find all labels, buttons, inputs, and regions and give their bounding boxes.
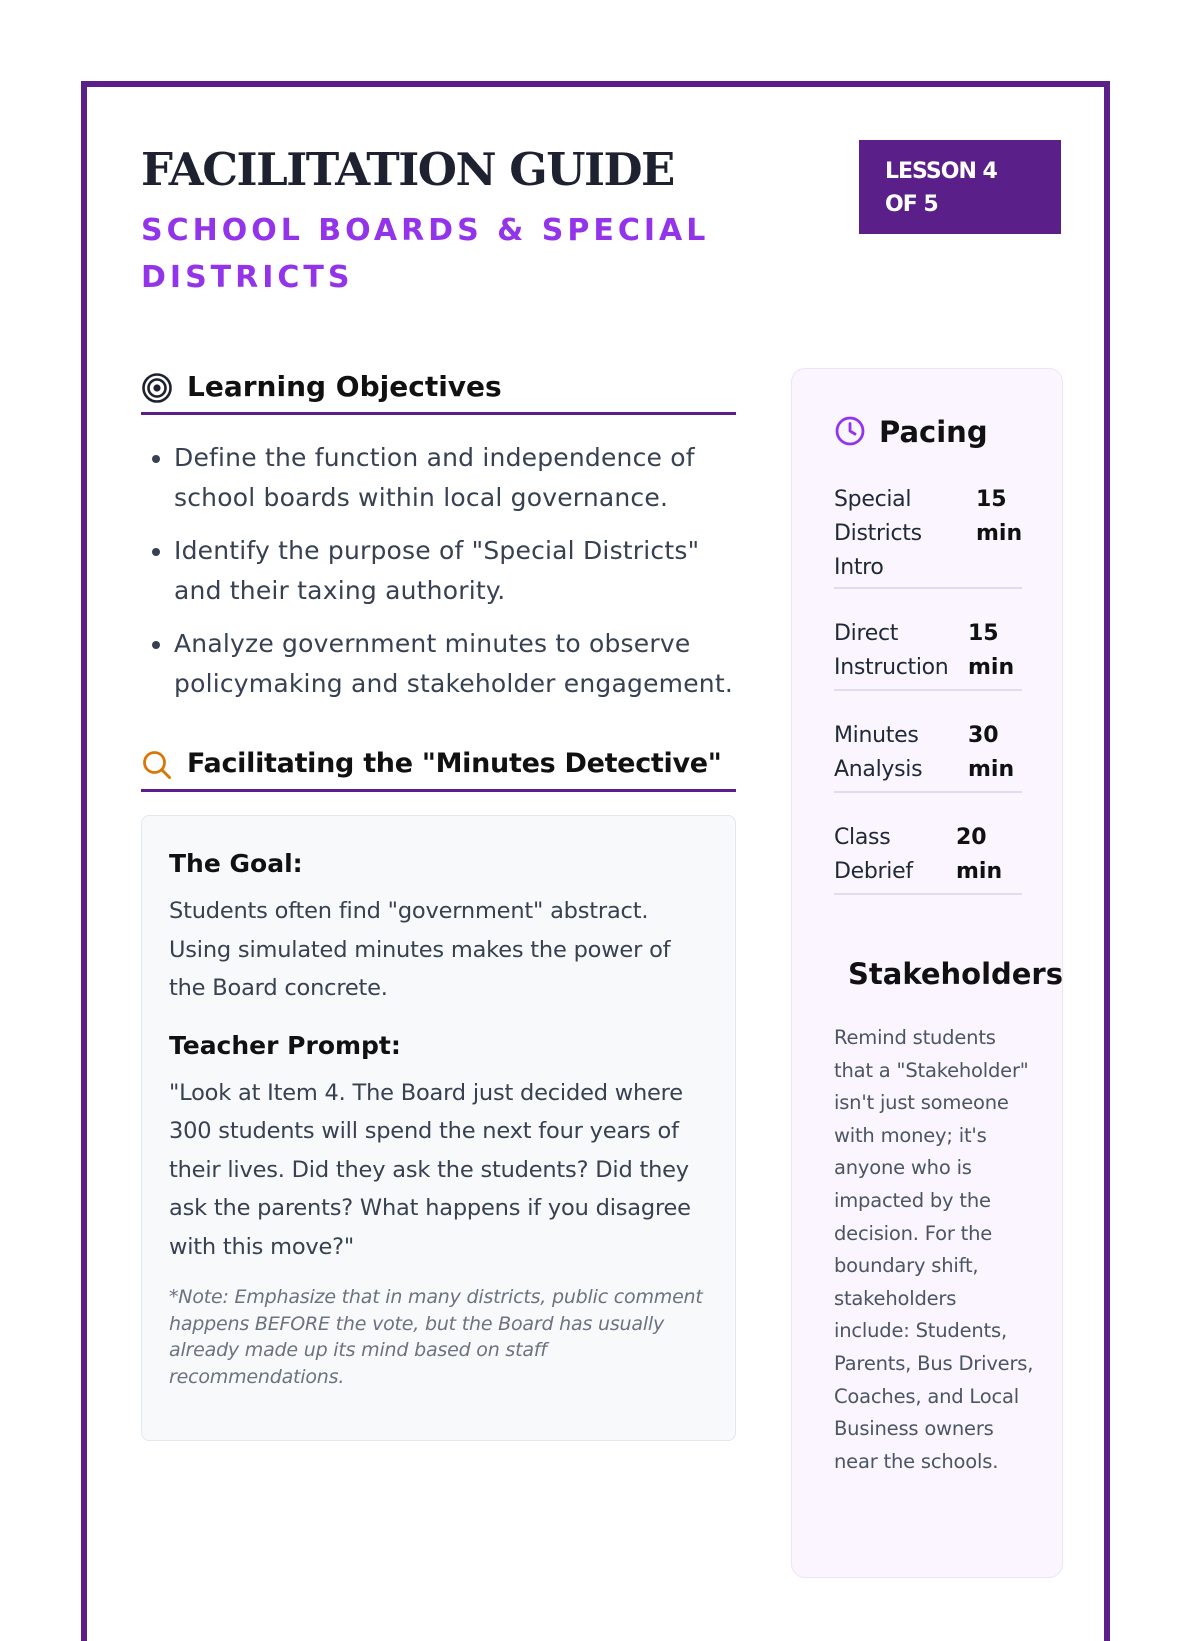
search-icon xyxy=(141,749,173,781)
pacing-activity: Special Districts Intro xyxy=(834,487,922,580)
pacing-row xyxy=(834,719,1022,793)
pacing-duration: 15 min xyxy=(968,621,1015,680)
pacing-activity: Minutes Analysis xyxy=(834,723,923,782)
sidebar xyxy=(791,368,1063,1578)
objectives-header xyxy=(141,365,736,415)
goal-heading: The Goal: xyxy=(169,849,303,878)
clock-icon xyxy=(834,415,866,447)
stakeholders-text: Remind students that a "Stakeholder" isn't just someone with money; it's anyone who is impacted by the decision. For the boundary shift, stakeholders include: Students, Parents, Bus Drivers, Coaches, and Local Business owners near the schools. xyxy=(834,1026,1034,1473)
pacing-activity: Class Debrief xyxy=(834,825,913,884)
goal-text: Students often find "government" abstract. Using simulated minutes makes the power of the Board concrete. xyxy=(169,898,671,1001)
minutes-header xyxy=(141,742,736,792)
pacing-row xyxy=(834,617,1022,691)
lesson-badge: LESSON 4 OF 5 xyxy=(859,140,1061,234)
facilitator-note: *Note: Emphasize that in many districts, public comment happens BEFORE the vote, but the Board has usually already made up its mind based on staff recommendations. xyxy=(169,1286,703,1388)
pacing-row xyxy=(834,483,1022,589)
minutes-heading: Facilitating the "Minutes Detective" xyxy=(187,748,722,779)
pacing-duration: 15 min xyxy=(976,487,1023,546)
page-title: FACILITATION GUIDE xyxy=(141,143,674,196)
pacing-heading: Pacing xyxy=(879,415,988,449)
objectives-heading: Learning Objectives xyxy=(187,370,502,403)
target-icon xyxy=(141,372,173,404)
prompt-heading: Teacher Prompt: xyxy=(169,1030,401,1060)
minutes-guide-box xyxy=(141,815,736,1441)
pacing-duration: 30 min xyxy=(968,723,1015,782)
stakeholders-heading: Stakeholders xyxy=(848,957,1063,991)
pacing-row xyxy=(834,821,1022,895)
pacing-activity: Direct Instruction xyxy=(834,621,949,680)
objective-item: • Identify the purpose of "Special Districts" and their taxing authority. xyxy=(174,531,741,611)
objective-item: • Define the function and independence of school boards within local governance. xyxy=(174,438,741,518)
objectives-list xyxy=(141,438,741,717)
page-subtitle: SCHOOL BOARDS & SPECIAL DISTRICTS xyxy=(141,213,710,295)
prompt-text: "Look at Item 4. The Board just decided where 300 students will spend the next four years of their lives. Did they ask the students? Did they ask the parents? What happens if you disagree with this move?" xyxy=(169,1079,691,1260)
objective-item: • Analyze government minutes to observe policymaking and stakeholder engagement. xyxy=(174,624,741,704)
pacing-duration: 20 min xyxy=(956,825,1003,884)
